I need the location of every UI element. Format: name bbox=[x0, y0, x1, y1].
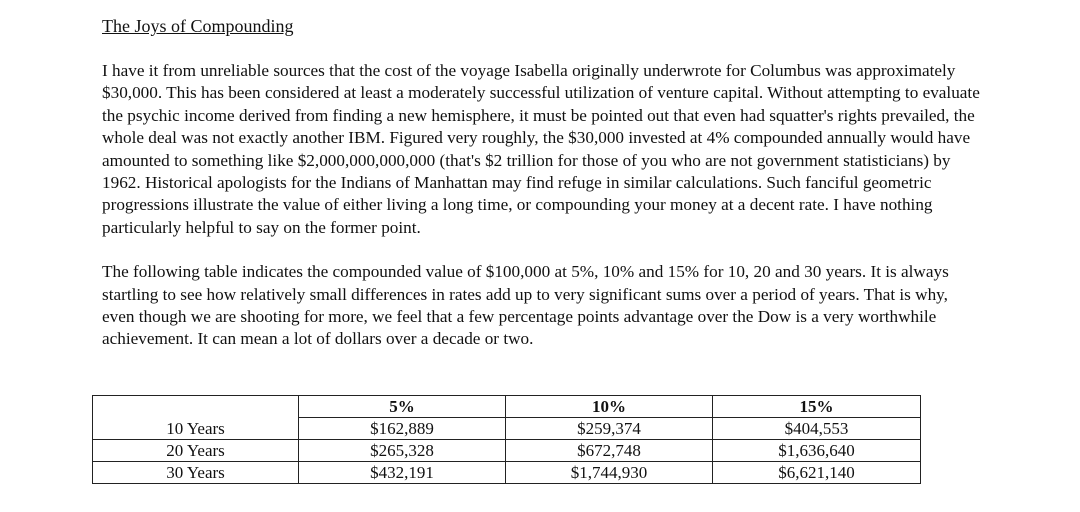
table-corner-cell bbox=[93, 396, 299, 440]
table-row bbox=[93, 440, 921, 462]
cell-30y-10pct: $1,744,930 bbox=[506, 462, 713, 484]
row-label-30-years: 30 Years bbox=[93, 462, 299, 484]
row-label-10-years: 10 Years bbox=[166, 419, 225, 438]
compounding-table bbox=[92, 395, 921, 484]
cell-20y-5pct: $265,328 bbox=[299, 440, 506, 462]
table-header-row bbox=[93, 396, 921, 418]
header-5-percent: 5% bbox=[299, 396, 506, 418]
cell-30y-5pct: $432,191 bbox=[299, 462, 506, 484]
cell-20y-15pct: $1,636,640 bbox=[713, 440, 921, 462]
header-15-percent: 15% bbox=[713, 396, 921, 418]
cell-30y-15pct: $6,621,140 bbox=[713, 462, 921, 484]
cell-10y-5pct: $162,889 bbox=[299, 418, 506, 440]
paragraph-table-intro: The following table indicates the compounded value of $100,000 at 5%, 10% and 15% for 10, 20 and 30 years. It is always startling to see how relatively small differences in rates add up to very significant sums over a period of years. That is why, even though we are shooting for more, we feel that a few percentage points advantage over the Dow is a very worthwhile achievement. It can mean a lot of dollars over a decade or two. bbox=[102, 262, 949, 349]
paragraph-intro: I have it from unreliable sources that the cost of the voyage Isabella originally underwrote for Columbus was approximately $30,000. This has been considered at least a moderately successful utilization of venture capital. Without attempting to evaluate the psychic income derived from finding a new hemisphere, it must be pointed out that even had squatter's rights prevailed, the whole deal was not exactly another IBM. Figured very roughly, the $30,000 invested at 4% compounded annually would have amounted to something like $2,000,000,000,000 (that's $2 trillion for those of you who are not government statisticians) by 1962. Historical apologists for the Indians of Manhattan may find refuge in similar calculations. Such fanciful geometric progressions illustrate the value of either living a long time, or compounding your money at a decent rate. I have nothing particularly helpful to say on the former point. bbox=[102, 61, 980, 237]
header-10-percent: 10% bbox=[506, 396, 713, 418]
table-row bbox=[93, 462, 921, 484]
document-body bbox=[102, 14, 982, 351]
cell-10y-15pct: $404,553 bbox=[713, 418, 921, 440]
cell-20y-10pct: $672,748 bbox=[506, 440, 713, 462]
cell-10y-10pct: $259,374 bbox=[506, 418, 713, 440]
row-label-20-years: 20 Years bbox=[93, 440, 299, 462]
document-title: The Joys of Compounding bbox=[102, 16, 294, 36]
